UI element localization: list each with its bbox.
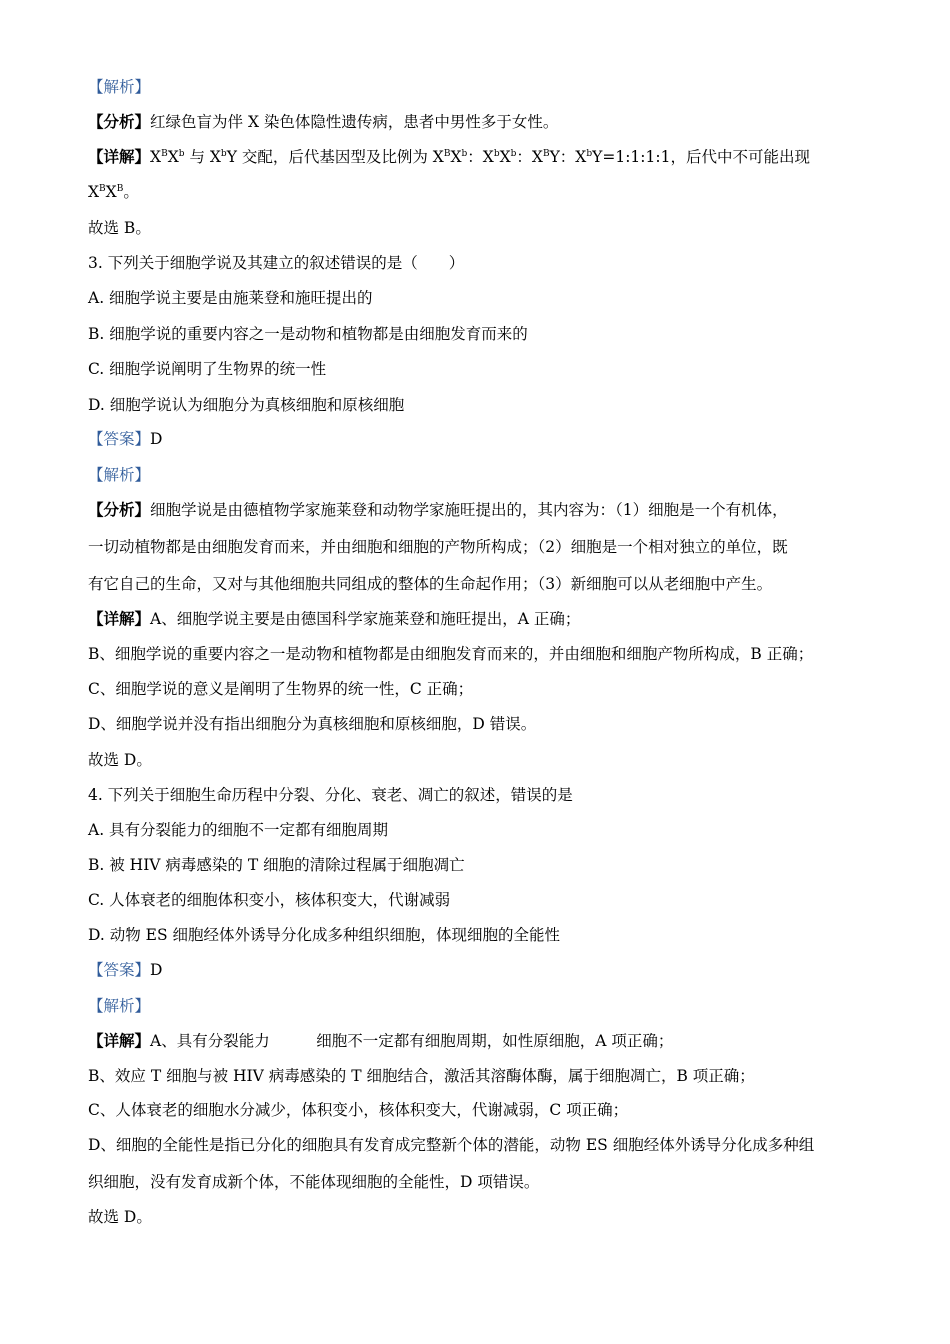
q3-xiangjie-line-1: A、细胞学说主要是由德国科学家施莱登和施旺提出，A 正确；: [150, 610, 581, 628]
q2-fenxi: [88, 112, 558, 132]
q2-xiangjie: [88, 147, 810, 167]
q4-xiangjie-line-5: 织细胞，没有发育成新个体，不能体现细胞的全能性，D 项错误。: [88, 1173, 540, 1191]
q4-stem: 4. 下列关于细胞生命历程中分裂、分化、衰老、凋亡的叙述，错误的是: [88, 786, 573, 804]
q4-xiangjie-line-3: C、人体衰老的细胞水分减少，体积变小，核体积变大，代谢减弱，C 项正确；: [88, 1101, 629, 1119]
q4-xiangjie-line-2: B、效应 T 细胞与被 HIV 病毒感染的 T 细胞结合，激活其溶酶体酶，属于细胞凋亡，B 项正确；: [88, 1067, 755, 1085]
q4-jiexi-label: 【解析】: [88, 997, 151, 1015]
q4-answer-value: D: [150, 961, 163, 979]
daan-label: 【答案】: [88, 430, 151, 448]
q3-option-b: B. 细胞学说的重要内容之一是动物和植物都是由细胞发育而来的: [88, 325, 528, 343]
q4-xiangjie-line-1: A、具有分裂能力 细胞不一定都有细胞周期，如性原细胞，A 项正确；: [150, 1032, 674, 1050]
jiexi-label: 【解析】: [88, 78, 151, 96]
xiangjie-label: 【详解】: [88, 147, 151, 166]
q3-xiangjie-line-2: B、细胞学说的重要内容之一是动物和植物都是由细胞发育而来的，并由细胞和细胞产物所构成，B 正确；: [88, 645, 814, 663]
daan-label: 【答案】: [88, 961, 151, 979]
q2-fenxi-text: 红绿色盲为伴 X 染色体隐性遗传病，患者中男性多于女性。: [150, 113, 559, 131]
genotype-formula: $X^BX^b$ 与 $X^bY$ 交配，后代基因型及比例为 $X^BX^b$：$X^bX^b$：$X^BY$：$X^bY=1:1:1:1$，后代中不可能出现: [150, 148, 810, 166]
xiangjie-label: 【详解】: [88, 609, 151, 628]
q3-answer: [88, 429, 162, 449]
q4-xiangjie-line-4: D、细胞的全能性是指已分化的细胞具有发育成完整新个体的潜能，动物 ES 细胞经体外诱导分化成多种组: [88, 1136, 815, 1154]
q3-option-c: C. 细胞学说阐明了生物界的统一性: [88, 360, 327, 378]
q3-option-a: A. 细胞学说主要是由施莱登和施旺提出的: [88, 289, 373, 307]
q4-option-b: B. 被 HIV 病毒感染的 T 细胞的清除过程属于细胞凋亡: [88, 856, 465, 874]
q3-fenxi-line-1: 细胞学说是由德植物学家施莱登和动物学家施旺提出的，其内容为：（1）细胞是一个有机体，: [150, 501, 788, 519]
q3-xiangjie: [88, 609, 580, 629]
q4-option-a: A. 具有分裂能力的细胞不一定都有细胞周期: [88, 821, 389, 839]
q3-jiexi-label: 【解析】: [88, 466, 151, 484]
xiangjie-label: 【详解】: [88, 1031, 151, 1050]
q2-xiangjie-cont: $X^BX^B$。: [88, 183, 139, 201]
fenxi-label: 【分析】: [88, 500, 151, 519]
q3-fenxi-line-2: 一切动植物都是由细胞发育而来，并由细胞和细胞的产物所构成；（2）细胞是一个相对独立的单位，既: [88, 538, 788, 556]
q4-option-c: C. 人体衰老的细胞体积变小，核体积变大，代谢减弱: [88, 891, 451, 909]
fenxi-label: 【分析】: [88, 112, 151, 131]
q3-guxuan: 故选 D。: [88, 751, 152, 769]
q4-option-d: D. 动物 ES 细胞经体外诱导分化成多种组织细胞，体现细胞的全能性: [88, 926, 561, 944]
q4-xiangjie: [88, 1031, 673, 1051]
q3-option-d: D. 细胞学说认为细胞分为真核细胞和原核细胞: [88, 396, 405, 414]
q3-stem: 3. 下列关于细胞学说及其建立的叙述错误的是（ ）: [88, 254, 465, 272]
q3-fenxi: [88, 500, 788, 520]
q3-fenxi-line-3: 有它自己的生命，又对与其他细胞共同组成的整体的生命起作用；（3）新细胞可以从老细胞中产生。: [88, 575, 773, 593]
q3-xiangjie-line-4: D、细胞学说并没有指出细胞分为真核细胞和原核细胞，D 错误。: [88, 715, 537, 733]
q4-answer: [88, 960, 162, 980]
q3-answer-value: D: [150, 430, 163, 448]
q4-guxuan: 故选 D。: [88, 1208, 152, 1226]
q2-guxuan: 故选 B。: [88, 219, 151, 237]
q3-xiangjie-line-3: C、细胞学说的意义是阐明了生物界的统一性，C 正确；: [88, 680, 474, 698]
